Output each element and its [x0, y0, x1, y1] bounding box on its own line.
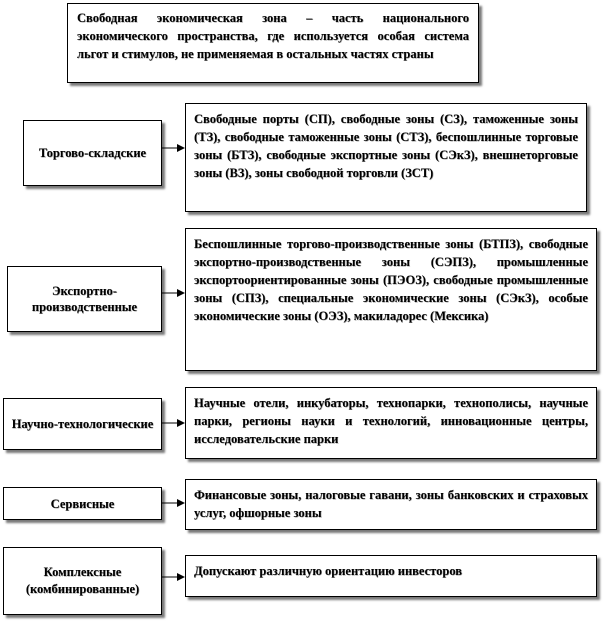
- category-label: Торгово-складские: [38, 146, 147, 160]
- definition-text: Свободная экономическая зона – часть национального экономического пространства, где используется особая система льгот и стимулов, не применяемая в остальных частях страны: [77, 11, 469, 61]
- description-text: Свободные порты (СП), свободные зоны (СЗ), таможенные зоны (ТЗ), свободные таможенные зоны (СТЗ), беспошлинные торговые зоны (БТЗ), свободные экспортные зоны (СЭкЗ), внешнеторговые зоны (ВЗ), зоны свободной торговли (ЗСТ): [194, 112, 578, 180]
- description-text: Финансовые зоны, налоговые гавани, зоны банковских и страховых услуг, офшорные зоны: [194, 488, 588, 520]
- category-label: Научно-технологические: [11, 417, 154, 431]
- category-label: Экспортно-производственные: [31, 284, 138, 314]
- category-label: Сервисные: [50, 496, 115, 511]
- description-text: Допускают различную ориентацию инвесторов: [194, 564, 463, 578]
- description-text: Научные отели, инкубаторы, технопарки, технополисы, научные парки, регионы науки и технологий, инновационные центры, исследовательские парки: [194, 396, 588, 446]
- description-text: Беспошлинные торгово-производственные зоны (БТПЗ), свободные экспортно-производственные зоны (СЭПЗ), промышленные экспортоориентированные зоны (ПЭОЗ), свободные промышленные зоны (СПЗ), специальные экономические зоны (СЭкЗ), особые экономические зоны (ОЭЗ), макиладорес (Мексика): [194, 237, 588, 323]
- category-label: Комплексные (комбинированные): [25, 565, 140, 596]
